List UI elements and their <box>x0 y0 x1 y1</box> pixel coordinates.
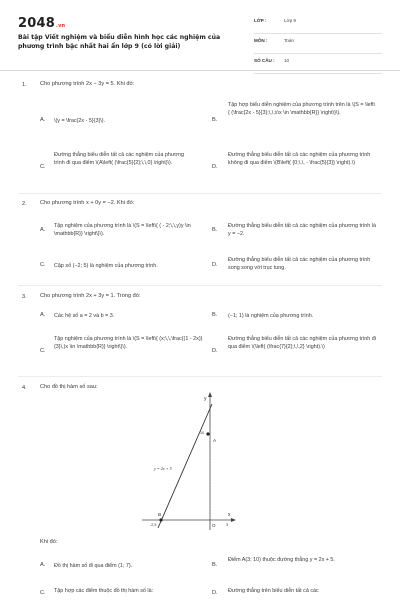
option-text[interactable]: \(y = \frac{2x - 5}{3}\). <box>54 118 106 124</box>
x-axis-arrow-icon <box>231 518 236 522</box>
logo-suffix: .vn <box>55 23 66 29</box>
function-graph <box>140 392 236 532</box>
question-text: Cho phương trình x + 0y = −2. Khi đó: <box>40 200 135 206</box>
option-text[interactable]: Tập nghiệm của phương trình là \(S = \left\{ ( - 2;\,\,y)y \in \mathbb{R}} \right\}\). <box>54 223 191 238</box>
point-b <box>159 518 162 521</box>
option-label: A. <box>40 312 46 318</box>
option-label: C. <box>40 590 46 596</box>
option-label: B. <box>212 562 218 568</box>
origin-label: O <box>212 523 216 528</box>
question-text: Cho phương trình 2x − 3y = 5. Khi đó: <box>40 81 135 87</box>
page-title: Bài tập Viết nghiệm và biểu diễn hình học các nghiệm của phương trình bậc nhất hai ẩn lớp 9 (có lời giải) <box>18 34 221 50</box>
meta-value: 10 <box>284 58 290 63</box>
question-followup: Khi đó: <box>40 539 58 545</box>
option-text[interactable]: Tập nghiệm của phương trình là \(S = \left\{ (x;\,\,\frac{(1 - 2x)}{3}\,)x \in \mathbb{R}} \right\}\). <box>54 336 203 351</box>
option-text[interactable]: Các hệ số a = 2 và b = 3. <box>54 313 115 319</box>
option-text[interactable]: (−1; 1) là nghiệm của phương trình. <box>228 313 314 319</box>
question-divider <box>18 285 382 286</box>
option-label: D. <box>212 262 218 268</box>
option-label: D. <box>212 348 218 354</box>
option-label: A. <box>40 117 46 123</box>
point-b-label: B <box>158 513 162 518</box>
logo-text: 2048 <box>18 16 55 31</box>
option-label: A. <box>40 562 46 568</box>
option-label: C. <box>40 262 46 268</box>
option-text[interactable]: Tập hợp các điểm thuộc đồ thị hàm số là: <box>54 588 154 594</box>
point-a <box>206 432 209 435</box>
x-axis-label: x <box>228 512 231 518</box>
question-divider <box>18 193 382 194</box>
option-text[interactable]: Đường thẳng biểu diễn tất cả các nghiệm của phương trình không đi qua điểm \(B\left( {0;\,\, - \frac{5}{3}} \right).\) <box>228 152 371 167</box>
meta-value: Lớp 9 <box>284 18 296 23</box>
question-number: 4. <box>22 385 27 391</box>
option-label: D. <box>212 164 218 170</box>
header-divider <box>0 70 400 71</box>
option-label: A. <box>40 227 46 233</box>
option-label: C. <box>40 348 46 354</box>
question-divider <box>18 376 382 377</box>
option-text[interactable]: Cặp số (−2; 5) là nghiệm của phương trình. <box>54 263 158 269</box>
meta-info <box>254 16 382 76</box>
y-axis-arrow-icon <box>208 392 212 397</box>
meta-label: MÔN : <box>254 38 268 43</box>
option-text[interactable]: Đường thẳng biểu diễn tất cả các nghiệm của phương trình song song với trục tung. <box>228 257 371 272</box>
option-text[interactable]: Đồ thị hàm số đi qua điểm (1; 7). <box>54 563 133 569</box>
meta-row-count <box>254 56 382 74</box>
option-label: C. <box>40 164 46 170</box>
line-label: y = 2x + 5 <box>154 466 172 471</box>
tick-label-y: 10 <box>200 431 205 435</box>
option-text[interactable]: Tập hợp biểu diễn nghiệm của phương trình trên là \(S = \left\{ (\frac{2x - 5}{3};\,\,x\x \in \mathbb{R}} \right\}\). <box>228 102 376 117</box>
meta-label: SỐ CÂU : <box>254 58 275 63</box>
option-text[interactable]: Đường thẳng trên biểu diễn tất cả các <box>228 588 319 594</box>
site-logo[interactable] <box>18 16 65 31</box>
tick-label-x-negative: -2,5 <box>150 523 157 527</box>
tick-label-x: 3 <box>226 523 229 527</box>
option-text[interactable]: Đường thẳng biểu diễn tất cả các nghiệm của phương trình đi qua điểm \(\left( (\frac{7}{2};\,\,2} \right).\) <box>228 336 376 351</box>
question-number: 3. <box>22 294 27 300</box>
option-label: B. <box>212 227 218 233</box>
point-a-label: A <box>213 439 217 444</box>
meta-value: Toán <box>284 38 294 43</box>
option-text[interactable]: Điểm A(3; 10) thuộc đường thẳng y = 2x + 5. <box>228 557 335 563</box>
meta-row-grade <box>254 16 382 34</box>
meta-row-subject <box>254 36 382 54</box>
question-number: 2. <box>22 201 27 207</box>
y-axis-label: y <box>204 396 207 402</box>
option-label: D. <box>212 590 218 596</box>
question-number: 1. <box>22 82 27 88</box>
question-text: Cho phương trình 2x + 3y = 1. Trong đó: <box>40 293 141 299</box>
option-text[interactable]: Đường thẳng biểu diễn tất cả các nghiệm của phương trình đi qua điểm \(A\left( (\frac{5}{2};\,\,0} \right)\). <box>54 152 184 167</box>
meta-label: LỚP : <box>254 18 267 23</box>
question-text: Cho đồ thị hàm số sau: <box>40 384 98 390</box>
option-label: B. <box>212 312 218 318</box>
option-text[interactable]: Đường thẳng biểu diễn tất cả các nghiệm của phương trình là y = −2. <box>228 223 376 238</box>
option-label: B. <box>212 117 218 123</box>
